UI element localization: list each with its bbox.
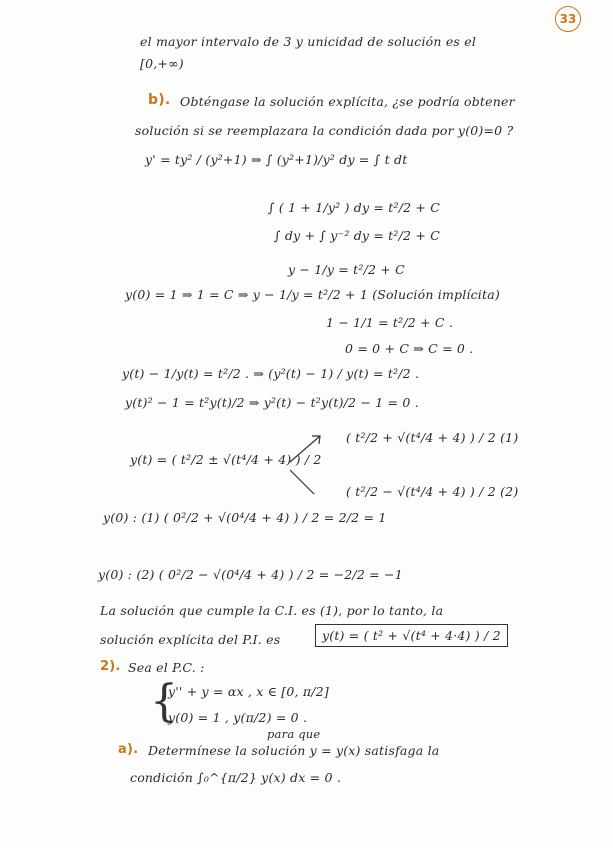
text-line-b-title: Obténgase la solución explícita, ¿se podría obtener: [180, 94, 515, 109]
text-line-b-question: solución si se reemplazara la condición dada por y(0)=0 ?: [135, 123, 514, 138]
branch-arrows: [286, 430, 326, 500]
section-a-label: a).: [118, 742, 139, 757]
text-conclusion-1: La solución que cumple la C.I. es (1), por lo tanto, la: [100, 603, 444, 618]
equation-implicit-form: y(t) − 1/y(t) = t²/2 . ⇒ (y²(t) − 1) / y(t) = t²/2 .: [122, 366, 420, 381]
page-number: 33: [555, 6, 581, 32]
section-b-label: b).: [148, 92, 171, 108]
equation-ode: y'' + y = αx , x ∈ [0, π/2]: [168, 684, 329, 699]
equation-quadratic-solution: y(t) = ( t²/2 ± √(t⁴/4 + 4) ) / 2: [130, 452, 322, 467]
boxed-explicit-solution: y(t) = ( t² + √(t⁴ + 4·4) ) / 2: [315, 624, 508, 647]
section-2-label: 2).: [100, 659, 121, 674]
equation-constant-check: 1 − 1/1 = t²/2 + C .: [326, 315, 454, 330]
equation-boundary-conditions: y(0) = 1 , y(π/2) = 0 .: [168, 710, 308, 725]
text-insertion-para-que: para que: [267, 727, 321, 741]
text-conclusion-2: solución explícita del P.I. es: [100, 632, 281, 647]
equation-check-root-2: y(0) : (2) ( 0²/2 − √(0⁴/4 + 4) ) / 2 = −2/2 = −1: [98, 567, 403, 582]
equation-initial-condition: y(0) = 1 ⇒ 1 = C ⇒ y − 1/y = t²/2 + 1 (Solución implícita): [125, 287, 500, 302]
equation-integral-2: ∫ dy + ∫ y⁻² dy = t²/2 + C: [274, 228, 440, 243]
text-line-2: [0,+∞): [140, 56, 184, 71]
equation-general-solution: y − 1/y = t²/2 + C: [288, 262, 405, 277]
equation-quadratic: y(t)² − 1 = t²y(t)/2 ⇒ y²(t) − t²y(t)/2 − 1 = 0 .: [125, 395, 419, 410]
equation-integral-1: ∫ ( 1 + 1/y² ) dy = t²/2 + C: [268, 200, 441, 215]
equation-root-1: ( t²/2 + √(t⁴/4 + 4) ) / 2 (1): [346, 430, 519, 445]
text-line-1: el mayor intervalo de 3 y unicidad de solución es el: [140, 34, 477, 49]
text-pc-intro: Sea el P.C. :: [128, 660, 205, 675]
equation-separation: y' = ty² / (y²+1) ⇒ ∫ (y²+1)/y² dy = ∫ t dt: [145, 152, 408, 167]
equation-constant-result: 0 = 0 + C ⇒ C = 0 .: [345, 341, 474, 356]
text-a-task: Determínese la solución y = y(x) satisfaga la: [148, 743, 440, 758]
system-brace: {: [150, 676, 178, 727]
equation-integral-condition: condición ∫₀^{π/2} y(x) dx = 0 .: [130, 770, 341, 785]
equation-root-2: ( t²/2 − √(t⁴/4 + 4) ) / 2 (2): [346, 484, 519, 499]
equation-check-root-1: y(0) : (1) ( 0²/2 + √(0⁴/4 + 4) ) / 2 = 2/2 = 1: [103, 510, 387, 525]
